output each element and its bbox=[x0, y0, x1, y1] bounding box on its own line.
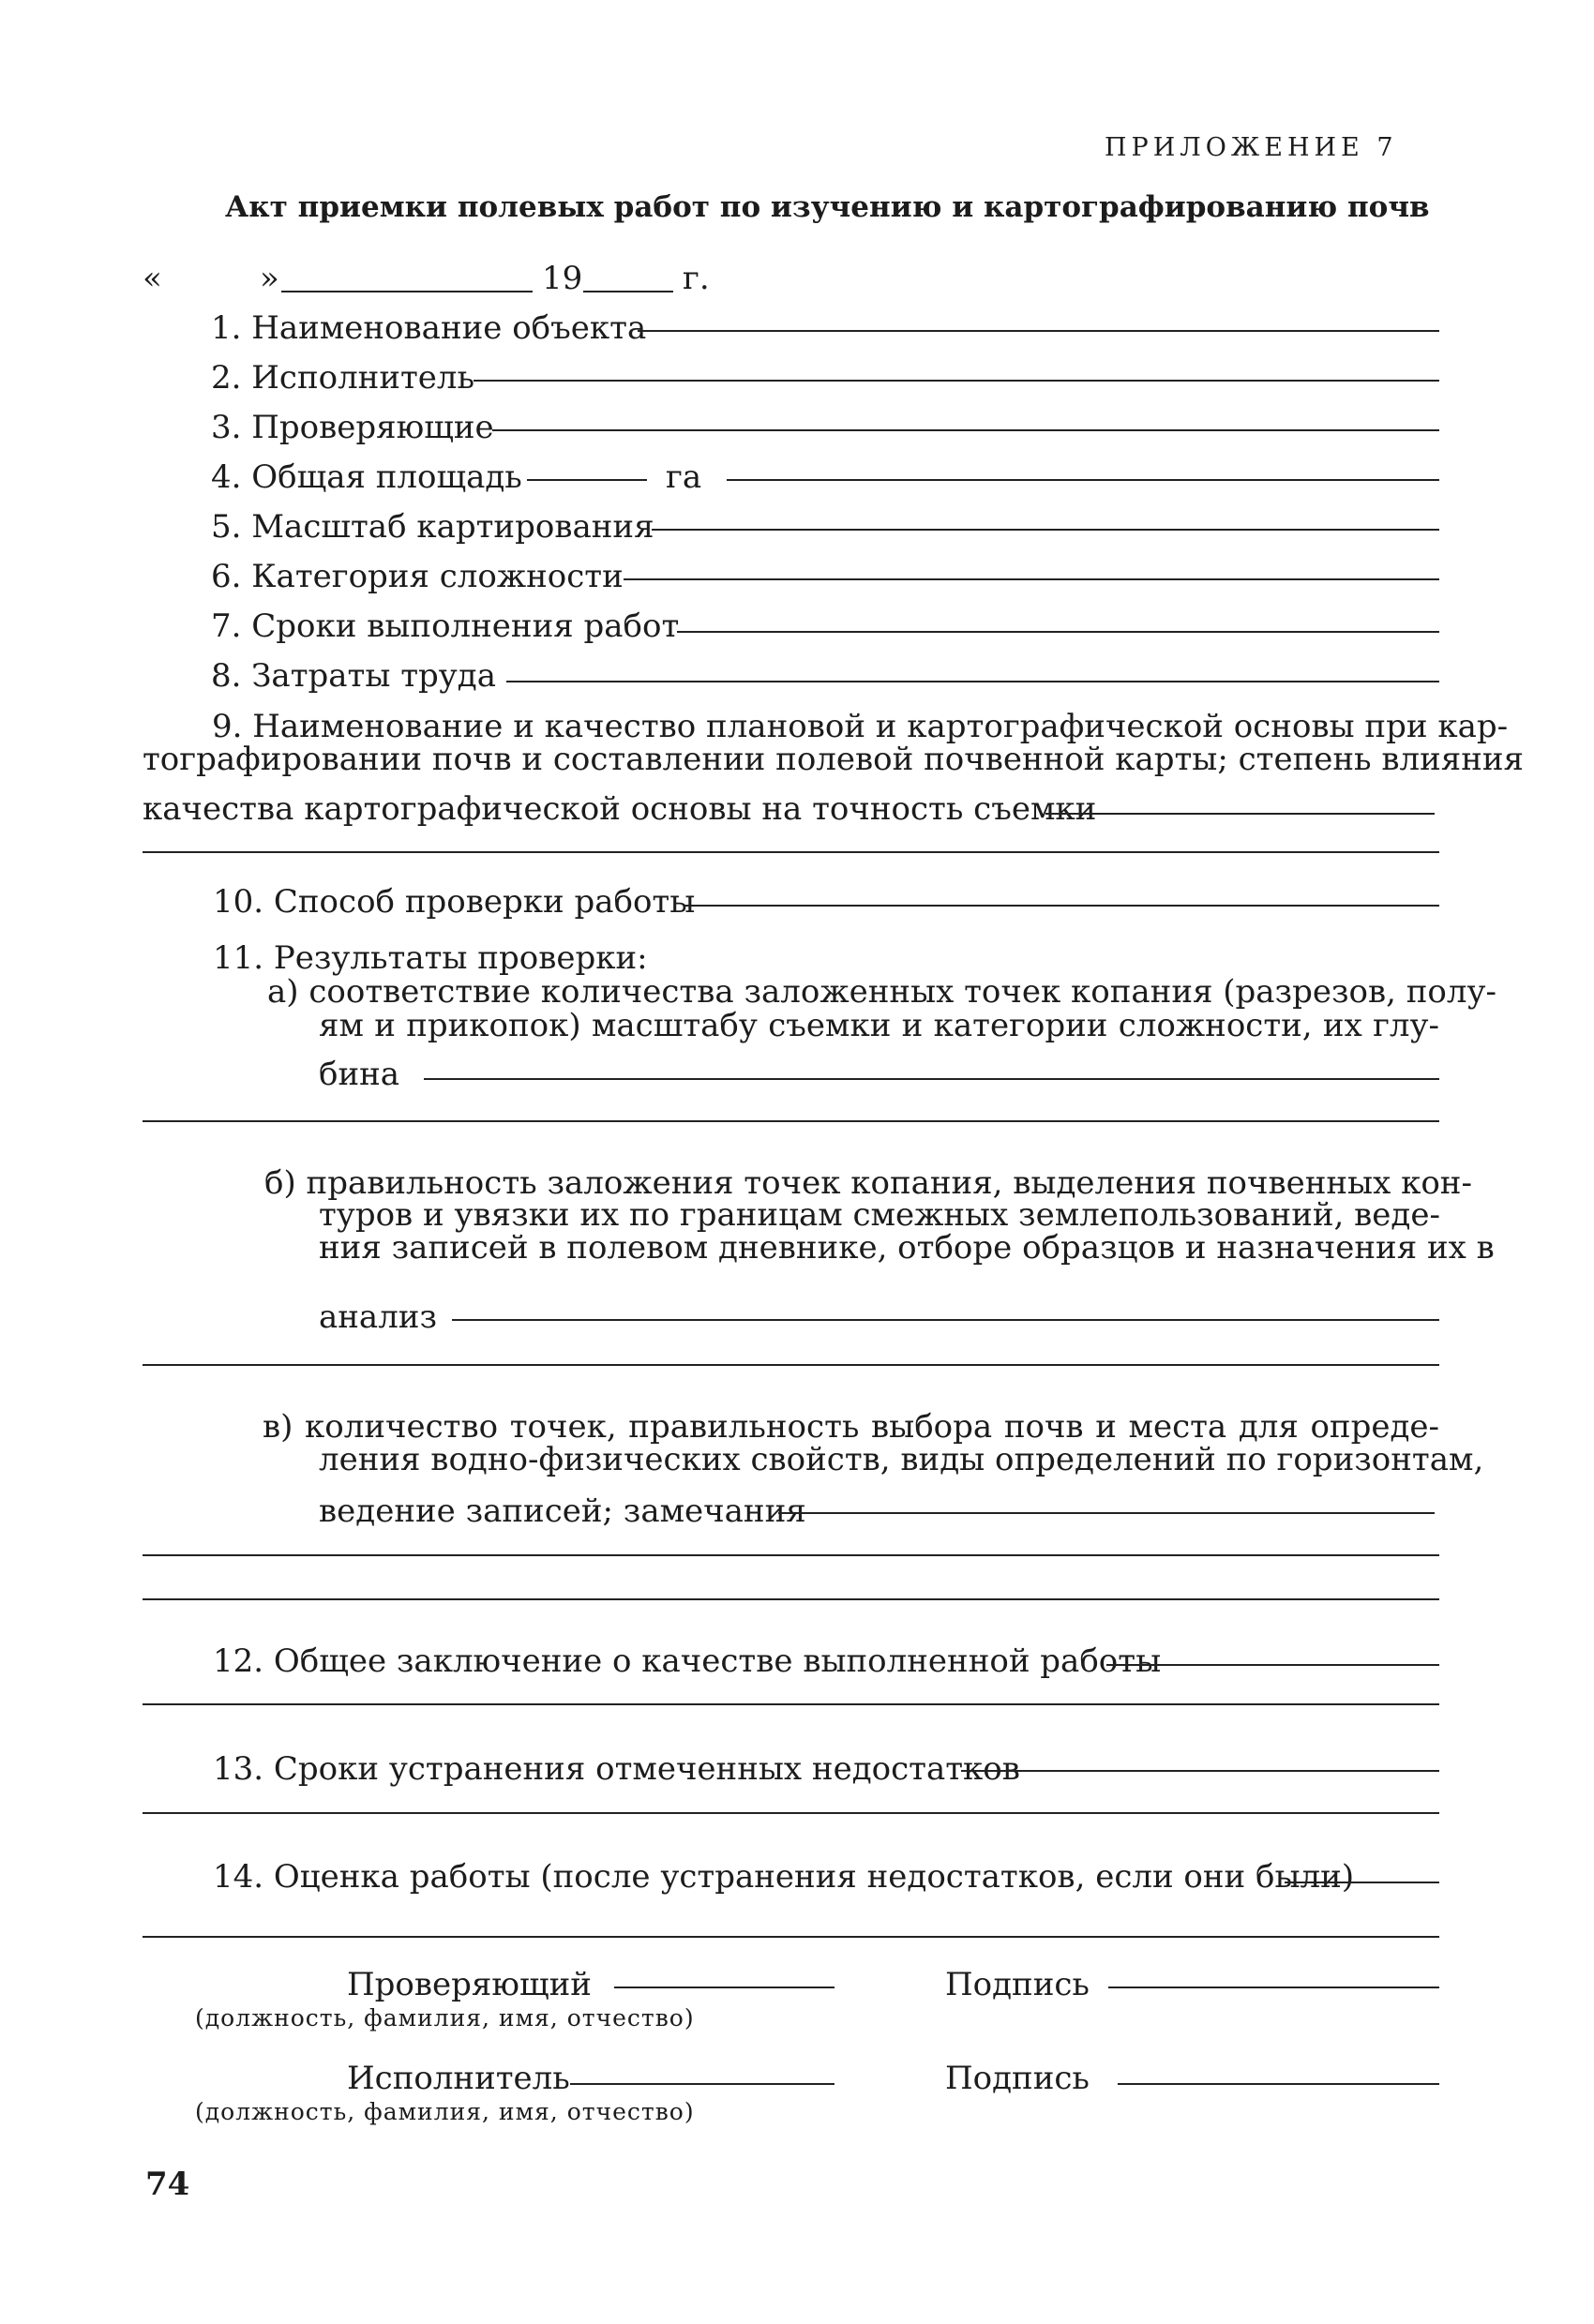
item-8-blank[interactable] bbox=[506, 681, 1439, 682]
item-2-label: 2. Исполнитель bbox=[211, 359, 475, 397]
item-6-label: 6. Категория сложности bbox=[211, 558, 624, 595]
item-11b-extra-line[interactable] bbox=[143, 1364, 1439, 1366]
item-14-blank[interactable] bbox=[1285, 1882, 1439, 1883]
date-month-blank[interactable] bbox=[281, 291, 533, 292]
item-7-label: 7. Сроки выполнения работ bbox=[211, 607, 680, 645]
item-11b-line-3: ния записей в полевом дневнике, отборе образцов и назначения их в bbox=[319, 1229, 1495, 1267]
item-11b-line-1: б) правильность заложения точек копания, выделения почвенных кон- bbox=[264, 1164, 1472, 1202]
item-10-label: 10. Способ проверки работы bbox=[213, 883, 696, 921]
item-11b-line-2: туров и увязки их по границам смежных землепользований, веде- bbox=[319, 1196, 1440, 1234]
appendix-label: ПРИЛОЖЕНИЕ 7 bbox=[1105, 133, 1398, 162]
item-4-label: 4. Общая площадь bbox=[211, 458, 522, 496]
item-8-label: 8. Затраты труда bbox=[211, 657, 497, 695]
executor-label: Исполнитель bbox=[347, 2060, 570, 2097]
date-year-prefix: 19 bbox=[542, 260, 583, 297]
item-14-label: 14. Оценка работы (после устранения недостатков, если они были) bbox=[213, 1858, 1355, 1896]
item-11a-line-1: а) соответствие количества заложенных точек копания (разрезов, полу- bbox=[267, 973, 1496, 1011]
item-3-blank[interactable] bbox=[492, 429, 1439, 431]
item-11-label: 11. Результаты проверки: bbox=[213, 939, 648, 977]
date-year-suffix: г. bbox=[683, 260, 710, 297]
item-12-extra-line[interactable] bbox=[143, 1703, 1439, 1705]
item-3-label: 3. Проверяющие bbox=[211, 409, 494, 446]
item-12-blank[interactable] bbox=[1106, 1664, 1439, 1666]
item-11b-line-4: анализ bbox=[319, 1298, 438, 1336]
item-5-label: 5. Масштаб картирования bbox=[211, 508, 654, 546]
document-title: Акт приемки полевых работ по изучению и картографированию почв bbox=[225, 190, 1430, 224]
inspector-name-blank[interactable] bbox=[614, 1987, 835, 1988]
item-11c-line-1: в) количество точек, правильность выбора почв и места для опреде- bbox=[263, 1408, 1439, 1446]
item-11a-line-3: бина bbox=[319, 1056, 400, 1093]
executor-signature-blank[interactable] bbox=[1118, 2083, 1439, 2085]
item-13-extra-line[interactable] bbox=[143, 1812, 1439, 1814]
item-9-extra-line[interactable] bbox=[143, 851, 1439, 853]
item-9-line-2: тографировании почв и составлении полевой почвенной карты; степень влияния bbox=[143, 741, 1524, 778]
date-close-quote: » bbox=[260, 260, 279, 297]
inspector-label: Проверяющий bbox=[347, 1966, 592, 2003]
item-11c-blank[interactable] bbox=[778, 1512, 1435, 1514]
item-9-line-3: качества картографической основы на точность съемки bbox=[143, 790, 1097, 828]
item-11c-extra-line-2[interactable] bbox=[143, 1598, 1439, 1600]
item-7-blank[interactable] bbox=[677, 631, 1439, 633]
item-1-blank[interactable] bbox=[638, 330, 1439, 332]
item-9-line-1: 9. Наименование и качество плановой и картографической основы при кар- bbox=[212, 708, 1509, 745]
item-11a-extra-line[interactable] bbox=[143, 1120, 1439, 1122]
date-open-quote: « bbox=[143, 260, 162, 297]
page-number: 74 bbox=[145, 2166, 190, 2203]
item-11b-blank[interactable] bbox=[452, 1319, 1439, 1321]
item-4-unit: га bbox=[666, 458, 702, 496]
item-11a-line-2: ям и прикопок) масштабу съемки и категории сложности, их глу- bbox=[319, 1007, 1439, 1044]
item-2-blank[interactable] bbox=[474, 380, 1439, 382]
item-11c-extra-line-1[interactable] bbox=[143, 1554, 1439, 1556]
item-5-blank[interactable] bbox=[652, 529, 1439, 531]
item-6-blank[interactable] bbox=[624, 578, 1439, 580]
item-1-label: 1. Наименование объекта bbox=[211, 309, 647, 347]
item-11c-line-3: ведение записей; замечания bbox=[319, 1492, 806, 1530]
item-9-blank[interactable] bbox=[1045, 813, 1435, 815]
item-14-extra-line[interactable] bbox=[143, 1936, 1439, 1938]
item-4-area-blank[interactable] bbox=[527, 479, 647, 481]
date-year-blank[interactable] bbox=[583, 291, 673, 292]
item-4-blank[interactable] bbox=[727, 479, 1439, 481]
item-12-label: 12. Общее заключение о качестве выполненной работы bbox=[213, 1642, 1162, 1680]
item-10-blank[interactable] bbox=[684, 905, 1439, 907]
item-13-label: 13. Сроки устранения отмеченных недостатков bbox=[213, 1750, 1020, 1788]
item-11a-blank[interactable] bbox=[424, 1078, 1439, 1080]
inspector-signature-label: Подпись bbox=[945, 1966, 1090, 2003]
item-11c-line-2: ления водно-физических свойств, виды определений по горизонтам, bbox=[319, 1441, 1484, 1478]
inspector-caption: (должность, фамилия, имя, отчество) bbox=[195, 2004, 695, 2032]
executor-name-blank[interactable] bbox=[570, 2083, 835, 2085]
executor-signature-label: Подпись bbox=[945, 2060, 1090, 2097]
executor-caption: (должность, фамилия, имя, отчество) bbox=[195, 2098, 695, 2125]
item-13-blank[interactable] bbox=[961, 1770, 1439, 1772]
inspector-signature-blank[interactable] bbox=[1108, 1987, 1439, 1988]
